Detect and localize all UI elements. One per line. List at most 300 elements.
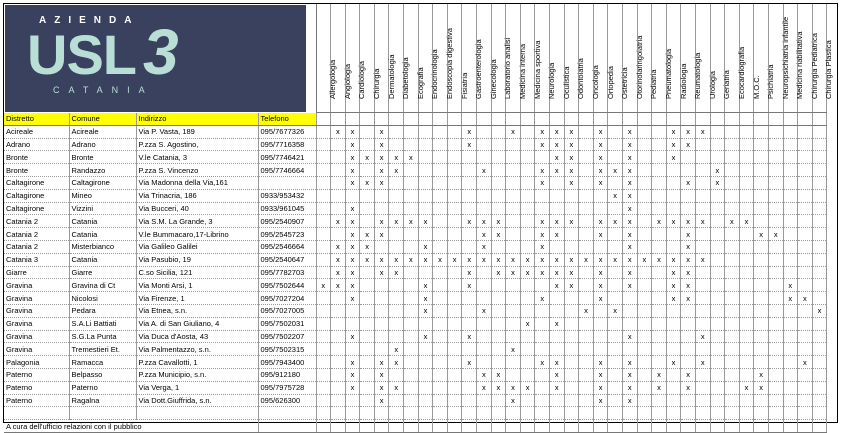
mark-cell: x (681, 215, 696, 228)
empty-cell (637, 330, 652, 343)
empty-cell (447, 189, 462, 202)
empty-cell (360, 266, 375, 279)
empty-cell (695, 279, 710, 292)
empty-cell (535, 368, 550, 381)
empty-cell (681, 317, 696, 330)
empty-cell (754, 138, 769, 151)
specialty-header-spacer (812, 113, 827, 126)
cell-comune: Adrano (69, 138, 136, 151)
empty-cell (360, 125, 375, 138)
spreadsheet (3, 3, 838, 431)
mark-cell: x (622, 381, 637, 394)
mark-cell: x (418, 279, 433, 292)
empty-cell (404, 189, 419, 202)
empty-cell (491, 343, 506, 356)
empty-cell (798, 279, 813, 292)
empty-cell (433, 381, 448, 394)
empty-cell (433, 138, 448, 151)
mark-cell: x (666, 356, 681, 369)
cell-comune: Catania (69, 253, 136, 266)
empty-cell (783, 317, 798, 330)
empty-cell (579, 228, 594, 241)
empty-cell (739, 330, 754, 343)
mark-cell: x (710, 164, 725, 177)
mark-cell: x (462, 330, 477, 343)
logo-azienda-text: AZIENDA (39, 15, 140, 26)
empty-cell (608, 407, 623, 420)
empty-cell (637, 368, 652, 381)
empty-cell (447, 266, 462, 279)
specialty-label: Medicina sportiva (532, 40, 542, 99)
specialty-header (520, 4, 542, 113)
empty-cell (316, 240, 331, 253)
empty-cell (462, 189, 477, 202)
empty-cell (666, 394, 681, 407)
empty-cell (404, 368, 419, 381)
specialty-label: Geriatria (722, 70, 732, 99)
cell-telefono: 095/7782703 (258, 266, 316, 279)
empty-cell (798, 151, 813, 164)
empty-cell (360, 394, 375, 407)
empty-cell (316, 368, 331, 381)
empty-cell (520, 330, 535, 343)
mark-cell: x (389, 164, 404, 177)
empty-cell (798, 407, 813, 420)
empty-cell (666, 420, 681, 433)
specialty-header (564, 4, 586, 113)
empty-cell (739, 317, 754, 330)
mark-cell: x (374, 228, 389, 241)
empty-cell (389, 189, 404, 202)
empty-cell (447, 176, 462, 189)
empty-cell (652, 138, 667, 151)
logo-number: 3 (143, 16, 179, 88)
empty-cell (783, 407, 798, 420)
empty-cell (783, 420, 798, 433)
cell-comune: Bronte (69, 151, 136, 164)
mark-cell: x (404, 215, 419, 228)
empty-cell (768, 240, 783, 253)
empty-cell (579, 189, 594, 202)
empty-cell (622, 420, 637, 433)
empty-cell (652, 164, 667, 177)
empty-cell (725, 356, 740, 369)
empty-cell (520, 164, 535, 177)
mark-cell: x (622, 164, 637, 177)
mark-cell: x (477, 253, 492, 266)
empty-cell (783, 202, 798, 215)
mark-cell: x (389, 381, 404, 394)
specialty-header-spacer (447, 113, 462, 126)
empty-cell (608, 368, 623, 381)
empty-cell (404, 407, 419, 420)
empty-cell (491, 240, 506, 253)
empty-cell (447, 394, 462, 407)
cell-comune: S.G.La Punta (69, 330, 136, 343)
mark-cell: x (491, 253, 506, 266)
mark-cell: x (520, 253, 535, 266)
empty-cell (477, 189, 492, 202)
mark-cell: x (360, 240, 375, 253)
table-row (4, 125, 827, 138)
specialty-label: Laboratorio analisi (503, 37, 513, 99)
cell-comune: Giarre (69, 266, 136, 279)
empty-cell (506, 420, 521, 433)
cell-telefono: 0933/953432 (258, 189, 316, 202)
empty-cell (433, 176, 448, 189)
empty-cell (695, 266, 710, 279)
mark-cell: x (564, 279, 579, 292)
mark-cell: x (389, 266, 404, 279)
cell-telefono (258, 176, 316, 189)
cell-comune: Gravina di Ct (69, 279, 136, 292)
empty-cell (433, 151, 448, 164)
specialty-header (345, 4, 367, 113)
mark-cell: x (681, 381, 696, 394)
empty-cell (783, 151, 798, 164)
cell-telefono: 095/2546664 (258, 240, 316, 253)
empty-cell (754, 279, 769, 292)
empty-cell (783, 343, 798, 356)
cell-comune: Caltagirone (69, 176, 136, 189)
empty-cell (550, 189, 565, 202)
empty-cell (491, 304, 506, 317)
specialty-label: Dermatologia (386, 54, 396, 99)
empty-cell (725, 343, 740, 356)
mark-cell: x (535, 266, 550, 279)
empty-cell (798, 125, 813, 138)
empty-cell (477, 292, 492, 305)
empty-cell (418, 317, 433, 330)
specialty-header-spacer (477, 113, 492, 126)
header-telefono: Telefono (258, 113, 316, 126)
specialty-header-spacer (681, 113, 696, 126)
empty-cell (579, 266, 594, 279)
mark-cell: x (316, 279, 331, 292)
empty-cell (447, 407, 462, 420)
mark-cell: x (550, 125, 565, 138)
empty-cell (418, 125, 433, 138)
mark-cell: x (477, 368, 492, 381)
empty-cell (812, 202, 827, 215)
empty-cell (666, 330, 681, 343)
specialty-label: Reumatologia (693, 52, 703, 99)
empty-cell (418, 151, 433, 164)
specialty-label: Ostetricia (620, 67, 630, 99)
empty-cell (695, 343, 710, 356)
logo-city-text: CATANIA (53, 85, 154, 95)
empty-cell (433, 368, 448, 381)
empty-cell (316, 138, 331, 151)
specialty-label: Medicina interna (518, 43, 528, 99)
empty-cell (564, 240, 579, 253)
empty-cell (725, 151, 740, 164)
mark-cell: x (462, 266, 477, 279)
empty-cell (345, 394, 360, 407)
mark-cell: x (506, 266, 521, 279)
empty-cell (725, 317, 740, 330)
empty-cell (739, 266, 754, 279)
specialty-label: Endocrinologia (430, 49, 440, 99)
empty-cell (725, 164, 740, 177)
empty-cell (360, 407, 375, 420)
mark-cell: x (622, 125, 637, 138)
empty-cell (389, 202, 404, 215)
empty-cell (535, 189, 550, 202)
empty-cell (695, 189, 710, 202)
empty-cell (783, 228, 798, 241)
specialty-header-spacer (418, 113, 433, 126)
specialty-header (622, 4, 644, 113)
mark-cell: x (535, 356, 550, 369)
empty-cell (520, 368, 535, 381)
mark-cell: x (550, 253, 565, 266)
empty-cell (710, 343, 725, 356)
mark-cell: x (477, 164, 492, 177)
empty-cell (608, 356, 623, 369)
empty-cell (462, 228, 477, 241)
empty-cell (477, 151, 492, 164)
cell-telefono: 095/7502315 (258, 343, 316, 356)
empty-cell (520, 240, 535, 253)
empty-cell (550, 420, 565, 433)
empty-cell (360, 420, 375, 433)
cell-distretto: Gravina (4, 304, 69, 317)
empty-cell (754, 356, 769, 369)
empty-cell (316, 253, 331, 266)
cell-telefono: 095/7502031 (258, 317, 316, 330)
empty-cell (637, 266, 652, 279)
cell-indirizzo: Via Pasubio, 19 (136, 253, 258, 266)
empty-cell (725, 330, 740, 343)
empty-cell (462, 420, 477, 433)
empty-cell (783, 240, 798, 253)
specialty-label: Oculistica (561, 66, 571, 99)
mark-cell: x (681, 253, 696, 266)
specialty-header (695, 4, 717, 113)
specialty-header-spacer (520, 113, 535, 126)
cell-indirizzo: Via Verga, 1 (136, 381, 258, 394)
mark-cell: x (768, 228, 783, 241)
empty-cell (389, 292, 404, 305)
mark-cell: x (666, 125, 681, 138)
empty-cell (506, 202, 521, 215)
empty-cell (316, 343, 331, 356)
specialty-header (477, 4, 498, 113)
empty-cell (418, 228, 433, 241)
mark-cell: x (418, 240, 433, 253)
empty-cell (564, 343, 579, 356)
empty-cell (579, 176, 594, 189)
empty-cell (652, 202, 667, 215)
empty-cell (652, 330, 667, 343)
empty-cell (360, 381, 375, 394)
table-row (4, 394, 827, 407)
mark-cell: x (389, 215, 404, 228)
empty-cell (491, 176, 506, 189)
mark-cell: x (564, 215, 579, 228)
empty-cell (710, 151, 725, 164)
specialty-label: Ecografia (415, 67, 425, 99)
empty-cell (331, 151, 346, 164)
empty-cell (768, 279, 783, 292)
empty-cell (798, 330, 813, 343)
empty-cell (608, 381, 623, 394)
empty-cell (666, 228, 681, 241)
empty-cell (739, 228, 754, 241)
logo-cell (4, 4, 316, 113)
empty-cell (506, 164, 521, 177)
mark-cell: x (681, 228, 696, 241)
empty-cell (506, 304, 521, 317)
empty-cell (666, 343, 681, 356)
empty-cell (812, 330, 827, 343)
empty-cell (725, 292, 740, 305)
empty-cell (564, 368, 579, 381)
header-comune: Comune (69, 113, 136, 126)
specialty-header (579, 4, 600, 113)
empty-cell (404, 164, 419, 177)
empty-cell (404, 228, 419, 241)
empty-cell (608, 240, 623, 253)
empty-cell (812, 317, 827, 330)
specialty-header (535, 4, 557, 113)
empty-cell (477, 176, 492, 189)
empty-cell (608, 317, 623, 330)
empty-cell (477, 125, 492, 138)
empty-cell (447, 240, 462, 253)
empty-cell (404, 202, 419, 215)
cell-telefono: 095/2540647 (258, 253, 316, 266)
mark-cell: x (637, 253, 652, 266)
specialty-header-spacer (739, 113, 754, 126)
empty-cell (477, 330, 492, 343)
cell-comune: S.A.Li Battiati (69, 317, 136, 330)
mark-cell: x (564, 164, 579, 177)
empty-cell (798, 381, 813, 394)
empty-cell (520, 228, 535, 241)
specialty-header-spacer (593, 113, 608, 126)
empty-cell (754, 343, 769, 356)
empty-cell (783, 164, 798, 177)
specialty-header-spacer (622, 113, 637, 126)
cell-comune: Vizzini (69, 202, 136, 215)
cell-telefono: 095/7502207 (258, 330, 316, 343)
empty-cell (812, 381, 827, 394)
cell-telefono: 095/626300 (258, 394, 316, 407)
cell-distretto: Gravina (4, 279, 69, 292)
empty-cell (506, 368, 521, 381)
empty-cell (360, 215, 375, 228)
empty-cell (447, 368, 462, 381)
mark-cell: x (345, 368, 360, 381)
mark-cell: x (360, 228, 375, 241)
empty-cell (550, 304, 565, 317)
mark-cell: x (564, 151, 579, 164)
specialty-header (433, 4, 455, 113)
mark-cell: x (506, 381, 521, 394)
empty-cell (389, 330, 404, 343)
mark-cell: x (345, 125, 360, 138)
cell-indirizzo: Via S.M. La Grande, 3 (136, 215, 258, 228)
empty-cell (768, 420, 783, 433)
empty-cell (316, 202, 331, 215)
empty-cell (345, 317, 360, 330)
specialty-header (374, 4, 396, 113)
empty-cell (520, 343, 535, 356)
mark-cell: x (593, 394, 608, 407)
specialty-header (812, 4, 834, 113)
empty-cell (695, 228, 710, 241)
empty-cell (637, 240, 652, 253)
empty-cell (316, 292, 331, 305)
empty-cell (695, 240, 710, 253)
cell-comune: Catania (69, 215, 136, 228)
empty-cell (637, 215, 652, 228)
mark-cell: x (418, 253, 433, 266)
empty-cell (374, 189, 389, 202)
mark-cell: x (666, 138, 681, 151)
empty-cell (768, 304, 783, 317)
mark-cell: x (345, 292, 360, 305)
empty-cell (768, 125, 783, 138)
mark-cell: x (535, 240, 550, 253)
empty-cell (404, 394, 419, 407)
mark-cell: x (462, 215, 477, 228)
specialty-header (754, 4, 776, 113)
empty-cell (608, 279, 623, 292)
specialty-header (360, 4, 382, 113)
specialty-header (316, 4, 338, 113)
empty-cell (754, 240, 769, 253)
empty-cell (433, 356, 448, 369)
mark-cell: x (331, 266, 346, 279)
empty-cell (535, 151, 550, 164)
mark-cell: x (783, 279, 798, 292)
mark-cell: x (345, 381, 360, 394)
empty-cell (404, 279, 419, 292)
empty-cell (477, 317, 492, 330)
cell-comune: Ramacca (69, 356, 136, 369)
empty-cell (710, 317, 725, 330)
specialty-label: Chirurgia Pediatrica (809, 33, 819, 99)
empty-cell (798, 253, 813, 266)
mark-cell: x (345, 202, 360, 215)
empty-cell (331, 138, 346, 151)
mark-cell: x (754, 381, 769, 394)
cell-telefono: 095/7943400 (258, 356, 316, 369)
empty-cell (520, 279, 535, 292)
empty-cell (798, 343, 813, 356)
empty-cell (608, 266, 623, 279)
empty-cell (316, 330, 331, 343)
specialty-header-spacer (491, 113, 506, 126)
cell-distretto: Adrano (4, 138, 69, 151)
empty-cell (783, 304, 798, 317)
empty-cell (433, 215, 448, 228)
empty-cell (360, 164, 375, 177)
mark-cell: x (447, 253, 462, 266)
empty-cell (681, 164, 696, 177)
empty-cell (404, 356, 419, 369)
specialty-header (739, 4, 761, 113)
empty-cell (491, 420, 506, 433)
empty-cell (754, 407, 769, 420)
specialty-header (404, 4, 425, 113)
empty-cell (564, 330, 579, 343)
empty-cell (652, 240, 667, 253)
empty-cell (754, 125, 769, 138)
